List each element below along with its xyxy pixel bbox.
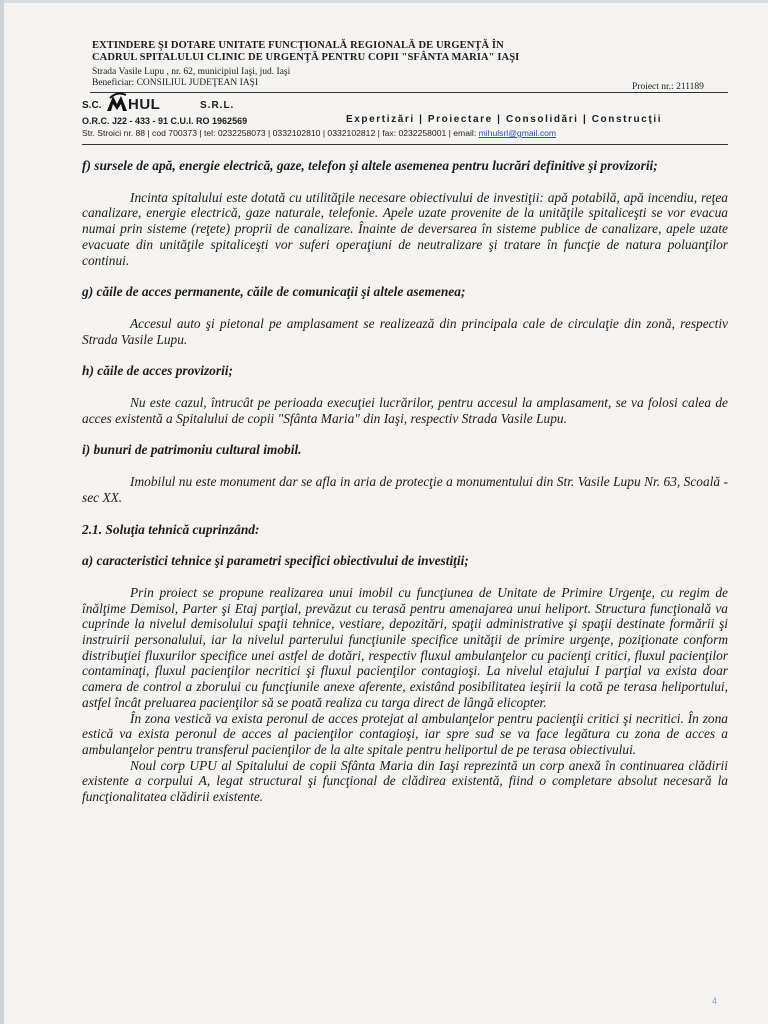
header-divider-top	[90, 92, 728, 93]
section-h-heading: h) căile de acces provizorii;	[82, 363, 233, 379]
section-a-text-3: Noul corp UPU al Spitalului de copii Sfânta Maria din Iaşi reprezintă un corp anexă în continuarea clădirii existente a corpului A, legat structural şi funcţional de clădirea existentă, fiind o completare absolut necesară la funcţionalitatea clădirii existente.	[82, 757, 728, 805]
section-i-heading: i) bunuri de patrimoniu cultural imobil.	[82, 442, 302, 458]
scan-edge-top	[0, 0, 768, 3]
section-f-heading: f) sursele de apă, energie electrică, gaze, telefon şi altele asemenea pentru lucrări definitive şi provizorii;	[82, 158, 658, 173]
company-contact-line	[82, 128, 732, 140]
company-registration: O.R.C. J22 - 433 - 91 C.U.I. RO 1962569	[82, 116, 248, 126]
section-h-text: Nu este cazul, întrucât pe perioada execuţiei lucrărilor, pentru accesul la amplasament, se va folosi calea de acces existentă a Spitalului de copii "Sfânta Maria" din Iaşi, respectiv Strada Vasile Lupu.	[82, 395, 728, 426]
project-number: Proiect nr.: 211189	[632, 82, 704, 92]
project-address-block	[92, 67, 492, 89]
company-logo-icon	[106, 92, 128, 112]
company-letterhead	[82, 94, 732, 140]
project-title-line2: CADRUL SPITALULUI CLINIC DE URGENŢĂ PENTRU COPII "SFÂNTA MARIA" IAŞI	[92, 52, 520, 63]
project-beneficiary: Beneficiar: CONSILIUL JUDEŢEAN IAŞI	[92, 78, 259, 88]
company-contact: Str. Stroici nr. 88 | cod 700373 | tel: 0232258073 | 0332102810 | 0332102812 | fax: 0232258001 | email:	[82, 128, 477, 138]
project-title	[92, 40, 652, 64]
header-divider-bottom	[82, 144, 728, 145]
section-f-text: Incinta spitalului este dotată cu utilităţile necesare obiectivului de investiţii: apă potabilă, apă incendiu, reţea canalizare, energie electrică, gaze naturale, telefonie. Apele uzate provenite de la unităţile spitaliceşti se vor evacua numai prin sisteme (reţete) proprii de canalizare. Înainte de deversarea în sisteme publice de canalizare, apele uzate evacuate din unităţile spitaliceşti vor suferi operaţiuni de neutralizare şi tratare în funcţie de natura poluanţilor continui.	[82, 189, 728, 268]
company-services: Expertizări | Proiectare | Consolidări | Construcţii	[346, 114, 663, 125]
section-a-text-2: În zona vestică va exista peronul de acces protejat al ambulanţelor pentru pacienţii critici şi necritici. În zona estică va exista peronul de acces al pacienţilor contagioşi, iar spre sud se va face legătura cu zona de acces a ambulanţelor pentru transferul pacienţilor de la alte spitale pentru heliportul de pe terasa obiectivului.	[82, 710, 728, 757]
section-g-text: Accesul auto şi pietonal pe amplasament se realizează din principala cale de circulaţie din zonă, respectiv Strada Vasile Lupu.	[82, 315, 728, 347]
section-g-heading: g) căile de acces permanente, căile de comunicaţii şi altele asemenea;	[82, 284, 466, 300]
section-a-text-1: Prin proiect se propune realizarea unui imobil cu funcţiunea de Unitate de Primire Urgenţe, cu regim de înălţime Demisol, Parter şi Etaj parţial, prevăzut cu terasă pentru amenajarea unui heliport. Structura funcţională va cuprinde la nivelul demisolului spaţii tehnice, vestiare, depozitări, spaţii administrative şi spaţii destinate formării şi instruirii personalului, iar la nivelul parterului funcţiunile specifice unităţii de primire urgenţe, poziţionate conform distribuţiei fluxurilor specifice unei astfel de dotări, respectiv fluxul ambulanţelor cu pacienţi critici, fluxul pacienţilor contaminaţi, fluxul pacienţilor necritici şi fluxul pacienţilor contagioşi. La nivelul etajului I parţial va exista doar camera de control a zborului cu funcţiunile anexe aferente, existând posibilitatea ieşirii la cotă pe terasa heliportului, astfel încât preluarea pacienţilor să se poată realiza cu targa direct de lângă elicopter.	[82, 584, 728, 710]
page-number: 4	[712, 996, 718, 1006]
company-srl: S.R.L.	[200, 100, 235, 111]
scan-edge-left	[0, 0, 4, 1024]
project-title-line1: EXTINDERE ŞI DOTARE UNITATE FUNCŢIONALĂ REGIONALĂ DE URGENŢĂ ÎN	[92, 40, 504, 51]
section-a-heading: a) caracteristici tehnice şi parametri specifici obiectivului de investiţii;	[82, 553, 469, 569]
company-sc: S.C.	[82, 100, 102, 111]
company-email-link[interactable]: mihulsrl@gmail.com	[478, 128, 557, 138]
company-name: HUL	[128, 96, 161, 113]
project-address: Strada Vasile Lupu , nr. 62, municipiul Iaşi, jud. Iaşi	[92, 67, 291, 77]
section-2-1-heading: 2.1. Soluţia tehnică cuprinzând:	[82, 521, 260, 537]
section-i-text: Imobilul nu este monument dar se afla in aria de protecţie a monumentului din Str. Vasile Lupu Nr. 63, Scoală - sec XX.	[82, 474, 728, 505]
document-body	[82, 158, 728, 805]
